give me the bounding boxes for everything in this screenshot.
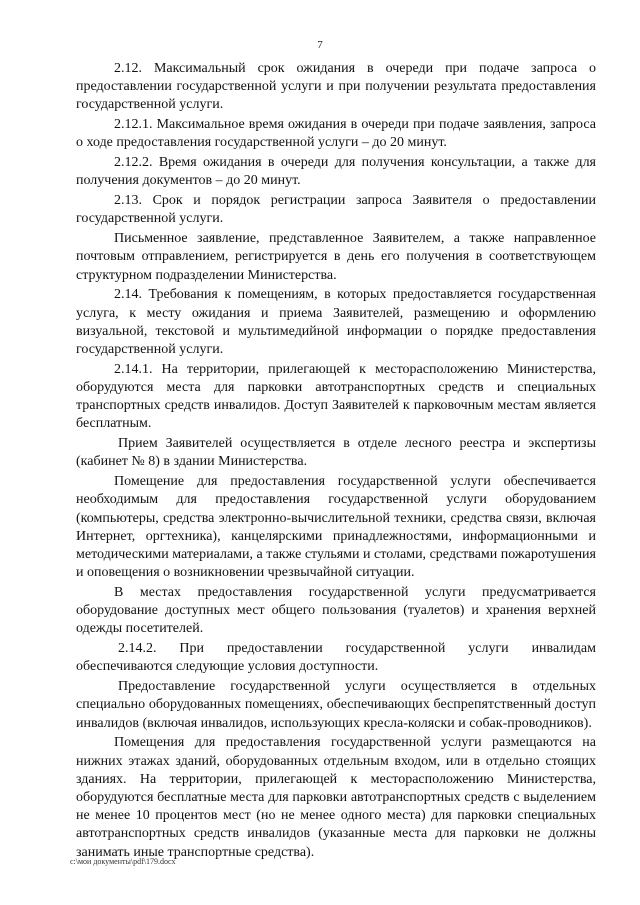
paragraph-separate-rooms: Предоставление государственной услуги осуществляется в отдельных специально оборудованных помещениях, обеспечивающих беспрепятственный доступ инвалидов (включая инвалидов, использующих кресла-коляски и собак-проводников). [76, 679, 596, 731]
paragraph-lower-floors: Помещения для предоставления государственной услуги размещаются на нижних этажах зданий, оборудованных отдельным входом, или в отдельно стоящих зданиях. На территории, прилегающей к месторасположению Министерства, оборудуются бесплатные места для парковки автотранспортных средств с выделением не менее 10 процентов мест (но не менее одного места) для парковки специальных автотранспортных средств инвалидов (указанные места для парковки не должны занимать иные транспортные средства). [76, 735, 596, 860]
footer-file-path: c:\мои документы\pdf\179.docx [70, 857, 176, 866]
paragraph-2-14: 2.14. Требования к помещениям, в которых предоставляется государственная услуга, к месту ожидания и приема Заявителей, размещению и оформлению визуальной, текстовой и мультимедийной информации о порядке предоставления государственной услуги. [76, 287, 596, 358]
paragraph-2-14-1: 2.14.1. На территории, прилегающей к месторасположению Министерства, оборудуются места для парковки автотранспортных средств и специальных транспортных средств инвалидов. Доступ Заявителей к парковочным местам является бесплатным. [76, 361, 596, 432]
paragraph-2-12-2: 2.12.2. Время ожидания в очереди для получения консультации, а также для получения документов – до 20 минут. [76, 155, 596, 189]
document-body [76, 60, 596, 863]
paragraph-2-12: 2.12. Максимальный срок ожидания в очереди при подаче запроса о предоставлении государственной услуги и при получении результата предоставления государственной услуги. [76, 61, 596, 113]
paragraph-public-places: В местах предоставления государственной услуги предусматривается оборудование доступных мест общего пользования (туалетов) и хранения верхней одежды посетителей. [76, 585, 596, 637]
paragraph-2-14-2: 2.14.2. При предоставлении государственной услуги инвалидам обеспечиваются следующие условия доступности. [76, 641, 596, 675]
page-number: 7 [317, 39, 323, 51]
paragraph-2-13: 2.13. Срок и порядок регистрации запроса Заявителя о предоставлении государственной услуги. [76, 193, 596, 227]
paragraph-reception: Прием Заявителей осуществляется в отделе лесного реестра и экспертизы (кабинет № 8) в здании Министерства. [76, 436, 596, 470]
paragraph-written-application: Письменное заявление, представленное Заявителем, а также направленное почтовым отправлением, регистрируется в день его получения в соответствующем структурном подразделении Министерства. [76, 231, 596, 283]
paragraph-2-12-1: 2.12.1. Максимальное время ожидания в очереди при подаче заявления, запроса о ходе предоставления государственной услуги – до 20 минут. [76, 117, 596, 151]
paragraph-premises-equipment: Помещение для предоставления государственной услуги обеспечивается необходимым для предоставления государственной услуги оборудованием (компьютеры, средства электронно-вычислительной техники, средства связи, включая Интернет, оргтехника), канцелярскими принадлежностями, информационными и методическими материалами, а также стульями и столами, средствами пожаротушения и оповещения о возникновении чрезвычайной ситуации. [76, 474, 596, 581]
